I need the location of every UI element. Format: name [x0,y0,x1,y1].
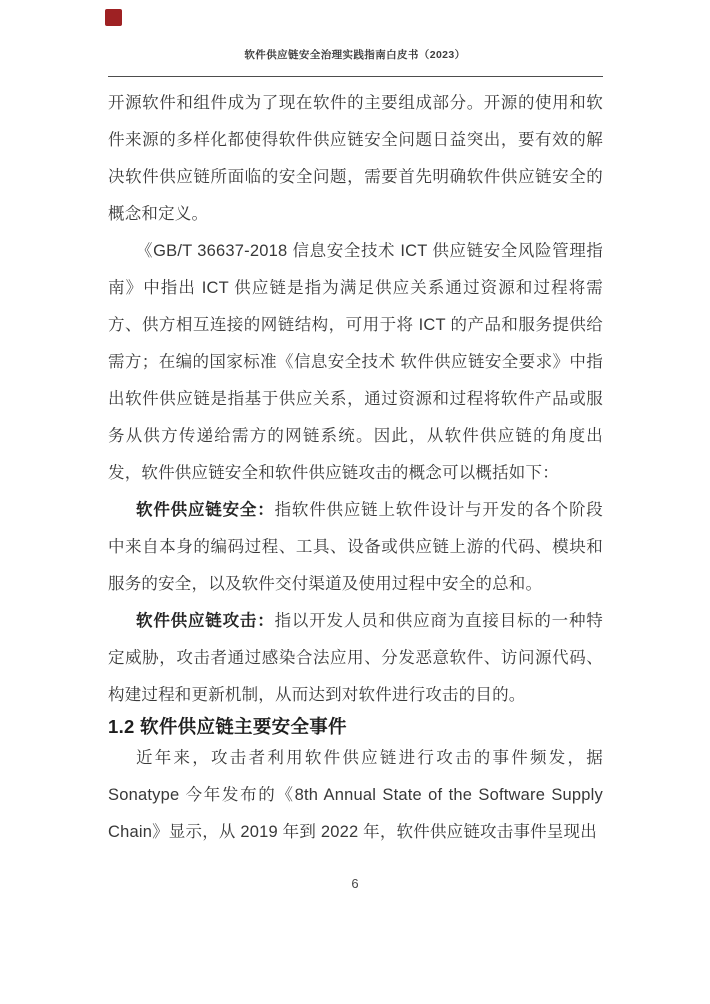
definition-attack-text: 指以开发人员和供应商为直接目标的一种特定威胁，攻击者通过感染合法应用、分发恶意软件、访问源代码、构建过程和更新机制，从而达到对软件进行攻击的目的。 [108,612,603,704]
definition-attack-term: 软件供应链攻击： [136,612,275,630]
page-number: 6 [351,876,359,891]
paragraph-incidents: 近年来，攻击者利用软件供应链进行攻击的事件频发，据 Sonatype 今年发布的《8th Annual State of the Software Supply Chain》显示，从 2019 年到 2022 年，软件供应链攻击事件呈现出 [108,749,603,841]
page-header-title: 软件供应链安全治理实践指南白皮书（2023） [244,49,466,61]
section-heading-1-2: 1.2 软件供应链主要安全事件 [108,716,347,737]
paragraph-definition-attack [108,603,603,714]
red-square-marker [105,9,122,26]
paragraph-definition-security [108,492,603,603]
paragraph-intro: 开源软件和组件成为了现在软件的主要组成部分。开源的使用和软件来源的多样化都使得软件供应链安全问题日益突出，要有效的解决软件供应链所面临的安全问题，需要首先明确软件供应链安全的概念和定义。 [108,94,603,223]
definition-security-text: 指软件供应链上软件设计与开发的各个阶段中来自本身的编码过程、工具、设备或供应链上游的代码、模块和服务的安全，以及软件交付渠道及使用过程中安全的总和。 [108,501,603,593]
header-divider [108,76,603,77]
document-body [108,85,603,851]
definition-security-term: 软件供应链安全： [136,501,275,519]
paragraph-standards: 《GB/T 36637-2018 信息安全技术 ICT 供应链安全风险管理指南》中指出 ICT 供应链是指为满足供应关系通过资源和过程将需方、供方相互连接的网链结构，可用于将 ICT 的产品和服务提供给需方；在编的国家标准《信息安全技术 软件供应链安全要求》中指出软件供应链是指基于供应关系，通过资源和过程将软件产品或服务从供方传递给需方的网链系统。因此，从软件供应链的角度出发，软件供应链安全和软件供应链攻击的概念可以概括如下： [108,242,603,482]
